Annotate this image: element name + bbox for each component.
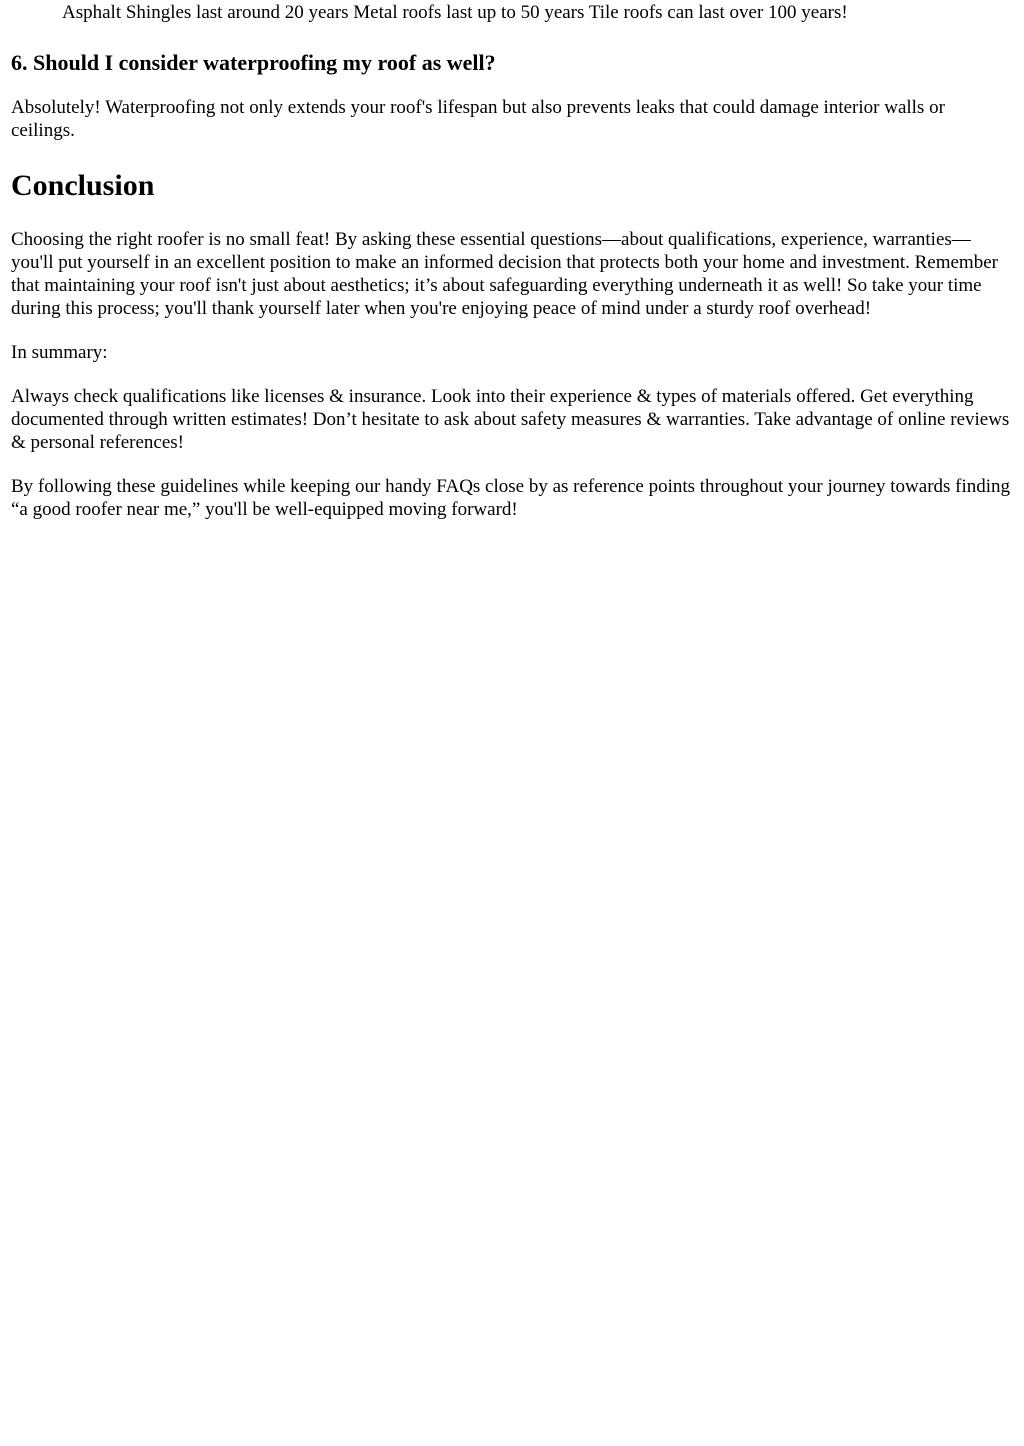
summary-label: In summary: xyxy=(11,342,108,363)
conclusion-heading: Conclusion xyxy=(11,169,155,202)
closing-paragraph: By following these guidelines while keeping our handy FAQs close by as reference points throughout your journey towards finding “a good roofer near me,” you'll be well-equipped moving forward! xyxy=(11,476,1011,520)
summary-text: Always check qualifications like licenses & insurance. Look into their experience & types of materials offered. Get everything documented through written estimates! Don’t hesitate to ask about safety measures & warranties. Take advantage of online reviews & personal references! xyxy=(11,386,1010,453)
conclusion-paragraph: Choosing the right roofer is no small feat! By asking these essential questions—about qualifications, experience, warranties—you'll put yourself in an excellent position to make an informed decision that protects both your home and investment. Remember that maintaining your roof isn't just about aesthetics; it’s about safeguarding everything underneath it as well! So take your time during this process; you'll thank yourself later when you're enjoying peace of mind under a sturdy roof overhead! xyxy=(11,229,998,319)
faq-6-question: 6. Should I consider waterproofing my roof as well? xyxy=(11,50,496,75)
article-body xyxy=(0,0,1024,521)
roof-lifespan-list: Asphalt Shingles last around 20 years Metal roofs last up to 50 years Tile roofs can last over 100 years! xyxy=(62,2,848,23)
faq-6-answer: Absolutely! Waterproofing not only extends your roof's lifespan but also prevents leaks that could damage interior walls or ceilings. xyxy=(11,97,945,141)
